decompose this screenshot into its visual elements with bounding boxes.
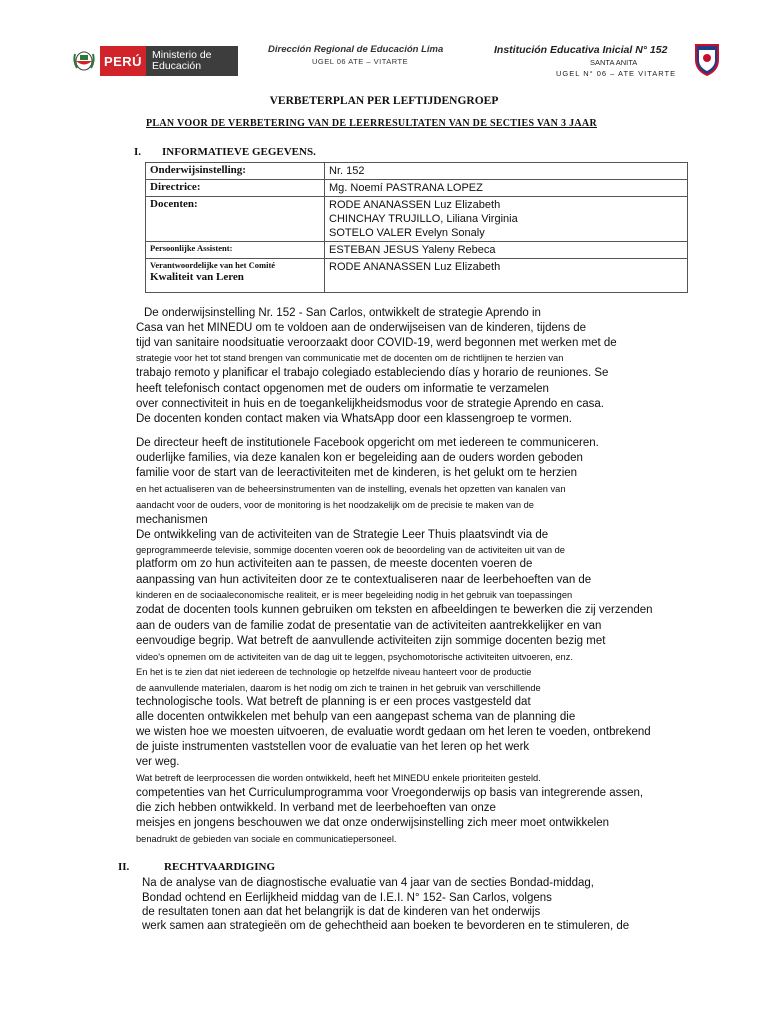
- section-2-line: de resultaten tonen aan dat het belangrijk is dat de kinderen van het onderwijs: [142, 906, 541, 918]
- body-line: platform om zo hun activiteiten aan te passen, de meeste docenten voeren de: [136, 558, 533, 570]
- section-2-title: RECHTVAARDIGING: [164, 861, 276, 873]
- row-key-line2: Kwaliteit van Leren: [150, 271, 244, 283]
- section-1-heading: [134, 146, 316, 158]
- body-line: mechanismen: [136, 514, 208, 526]
- iei-header: [494, 44, 694, 78]
- table-row: [146, 163, 688, 180]
- body-line: Wat betreft de leerprocessen die worden ontwikkeld, heeft het MINEDU enkele prioriteiten gesteld.: [136, 773, 541, 783]
- body-line: tijd van sanitaire noodsituatie veroorzaakt door COVID-19, werd begonnen met werken met de: [136, 337, 617, 349]
- body-line: over connectiviteit in huis en de toegankelijkheidsmodus voor de strategie Aprendo en casa.: [136, 398, 604, 410]
- table-row: [146, 197, 688, 242]
- body-line: aanpassing van hun activiteiten door ze te contextualiseren naar de leerbehoeften van de: [136, 574, 592, 586]
- body-line: video's opnemen om de activiteiten van de dag uit te leggen, psychomotorische activiteiten uitvoeren, enz.: [136, 652, 573, 662]
- section-2-number: II.: [118, 861, 130, 873]
- info-table: [145, 162, 688, 293]
- row-key-line1: Verantwoordelijke van het Comité: [150, 260, 276, 270]
- row-value: ESTEBAN JESUS Yaleny Rebeca: [325, 242, 688, 259]
- iei-title: Institución Educativa Inicial N° 152: [494, 44, 668, 56]
- body-line: we wisten hoe we moesten uitvoeren, de evaluatie wordt gedaan om het leren te voeden, ontbrekend: [136, 726, 651, 738]
- teacher-name: CHINCHAY TRUJILLO, Liliana Virginia: [329, 213, 518, 225]
- iei-ugel: UGEL N° 06 – ATE VITARTE: [556, 69, 677, 78]
- section-2-heading: [118, 861, 275, 873]
- document-subtitle: PLAN VOOR DE VERBETERING VAN DE LEERRESULTATEN VAN DE SECTIES VAN 3 JAAR: [146, 118, 597, 129]
- body-line: benadrukt de gebieden van sociale en communicatiepersoneel.: [136, 834, 397, 844]
- table-row: [146, 259, 688, 293]
- ministry-logo: [68, 46, 238, 76]
- body-line: trabajo remoto y planificar el trabajo colegiado estableciendo días y horario de reuniones. Se: [136, 367, 609, 379]
- dre-title: Dirección Regional de Educación Lima: [268, 44, 444, 55]
- peru-coat-of-arms-icon: [68, 46, 100, 76]
- row-key: Persoonlijke Assistent:: [146, 242, 325, 259]
- body-line: meisjes en jongens beschouwen we dat onze onderwijsinstelling zich meer moet ontwikkelen: [136, 817, 610, 829]
- body-line: zodat de docenten tools kunnen gebruiken om teksten en afbeeldingen te bewerken die zij verzenden: [136, 604, 653, 616]
- body-line: geprogrammeerde televisie, sommige docenten voeren ook de beoordeling van de activiteiten uit van de: [136, 545, 565, 555]
- row-value: Nr. 152: [325, 163, 688, 180]
- row-value: RODE ANANASSEN Luz Elizabeth: [325, 259, 688, 293]
- body-line: technologische tools. Wat betreft de planning is er een proces vastgesteld dat: [136, 696, 531, 708]
- logo-country: PERÚ: [100, 46, 146, 76]
- logo-ministry: Ministerio de Educación: [146, 46, 238, 76]
- body-line: familie voor de start van de leeractiviteiten met de kinderen, is het gelukt om te herzien: [136, 467, 578, 479]
- body-line: aandacht voor de ouders, voor de monitoring is het noodzakelijk om de precisie te maken van de: [136, 500, 534, 510]
- body-line: eenvoudige begrip. Wat betreft de aanvullende activiteiten zijn sommige docenten bezig met: [136, 635, 606, 647]
- row-value: Mg. Noemí PASTRANA LOPEZ: [325, 180, 688, 197]
- body-line: alle docenten ontwikkelen met behulp van een aangepast schema van de planning die: [136, 711, 576, 723]
- body-line: De onderwijsinstelling Nr. 152 - San Carlos, ontwikkelt de strategie Aprendo in: [144, 307, 541, 319]
- table-row: [146, 242, 688, 259]
- body-line: De docenten konden contact maken via WhatsApp door een klassengroep te vormen.: [136, 413, 572, 425]
- body-line: strategie voor het tot stand brengen van communicatie met de docenten om de richtlijnen te herzien van: [136, 353, 564, 363]
- section-2-line: werk samen aan strategieën om de gehechtheid aan boeken te bevorderen en te stimuleren, de: [142, 920, 630, 932]
- body-line: die zich hebben ontwikkeld. In verband met de leerbehoeften van onze: [136, 802, 496, 814]
- document-title: VERBETERPLAN PER LEFTIJDENGROEP: [269, 95, 499, 107]
- body-line: competenties van het Curriculumprogramma voor Vroegonderwijs op basis van integrerende assen,: [136, 787, 644, 799]
- body-line: Casa van het MINEDU om te voldoen aan de onderwijseisen van de kinderen, tijdens de: [136, 322, 587, 334]
- body-line: De directeur heeft de institutionele Facebook opgericht om met iedereen te communiceren.: [136, 437, 599, 449]
- body-line: En het is te zien dat niet iedereen de technologie op hetzelfde niveau hanteert voor de productie: [136, 667, 532, 677]
- row-value: [325, 197, 688, 242]
- body-line: aan de ouders van de familie zodat de presentatie van de activiteiten aantrekkelijker en van: [136, 620, 602, 632]
- section-2-line: Na de analyse van de diagnostische evaluatie van 4 jaar van de secties Bondad-middag,: [142, 877, 594, 889]
- body-line: en het actualiseren van de beheersinstrumenten van de instelling, evenals het opzetten van kanalen van: [136, 484, 566, 494]
- body-line: ouderlijke families, via deze kanalen kon er begeleiding aan de ouders worden geboden: [136, 452, 583, 464]
- body-line: De ontwikkeling van de activiteiten van de Strategie Leer Thuis plaatsvindt via de: [136, 529, 549, 541]
- row-key: Docenten:: [146, 197, 325, 242]
- school-shield-icon: [694, 42, 720, 76]
- body-line: kinderen en de sociaaleconomische realiteit, er is meer begeleiding nodig in het gebruik van toepassingen: [136, 590, 573, 600]
- body-line: ver weg.: [136, 756, 180, 768]
- row-key: Onderwijsinstelling:: [146, 163, 325, 180]
- row-key: Directrice:: [146, 180, 325, 197]
- body-line: de aanvullende materialen, daarom is het nodig om zich te trainen in het gebruik van verschillende: [136, 683, 541, 693]
- iei-place: SANTA ANITA: [590, 58, 638, 67]
- teacher-name: RODE ANANASSEN Luz Elizabeth: [329, 199, 501, 211]
- section-1-title: INFORMATIEVE GEGEVENS.: [162, 146, 316, 158]
- body-line: de juiste instrumenten vaststellen voor de evaluatie van het leren op het werk: [136, 741, 530, 753]
- section-1-number: I.: [134, 146, 142, 158]
- dre-sub: UGEL 06 ATE – VITARTE: [312, 57, 409, 66]
- teacher-name: SOTELO VALER Evelyn Sonaly: [329, 227, 485, 239]
- row-key: [146, 259, 325, 293]
- table-row: [146, 180, 688, 197]
- section-2-line: Bondad ochtend en Eerlijkheid middag van de I.E.I. N° 152- San Carlos, volgens: [142, 892, 552, 904]
- dre-header: [268, 44, 468, 66]
- body-line: heeft telefonisch contact opgenomen met de ouders om informatie te verzamelen: [136, 383, 549, 395]
